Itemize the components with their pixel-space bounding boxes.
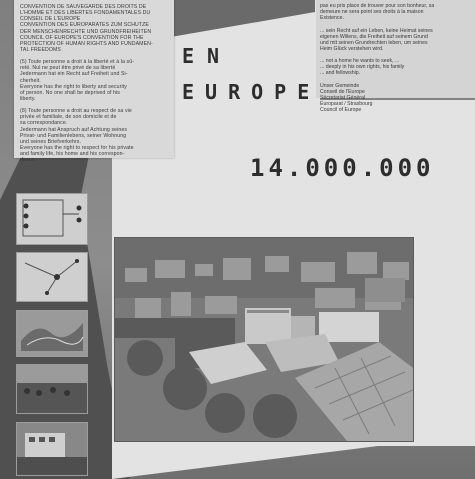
- headline-en: EN: [182, 44, 233, 68]
- convention-line: of person. No one shall be deprived of his: [20, 89, 120, 96]
- convention-line: liberty.: [20, 95, 36, 102]
- thumbnail-network-graphic: [17, 253, 87, 301]
- thumbnail-building-graphic: [17, 423, 87, 475]
- convention-line: DER MENSCHENRECHTE UND GRUNDFREIHEITEN: [20, 28, 152, 35]
- right-panel-line: ... and fellowship.: [320, 70, 361, 77]
- right-panel-line: ... deeply in his own rights, his family: [320, 64, 405, 71]
- convention-line: privée et familiale, de son domicile et de: [20, 114, 117, 121]
- thumbnail-map-graphic: [17, 311, 87, 356]
- right-panel-line: Heim Glück verstehen wird.: [320, 45, 384, 52]
- right-panel-line: ... not a home he wants to seek, ...: [320, 58, 400, 65]
- right-panel-line: Europarat / Strasbourg: [320, 101, 373, 107]
- convention-line: Everyone has the right to liberty and security: [20, 83, 127, 90]
- right-panel-line: ... sein Recht auf ein Leben, keine Heimat seines: [320, 27, 433, 34]
- right-panel-text: [320, 3, 434, 113]
- right-panel-line: Existence.: [320, 15, 344, 22]
- right-panel-line: und mit seinen Grundrechten leben, um seines: [320, 39, 428, 46]
- thumbnail-network: [16, 252, 88, 302]
- thumbnail-crowd: [16, 364, 88, 414]
- convention-line: CONVENTION DE SAUVEGARDE DES DROITS DE: [20, 4, 147, 10]
- aerial-city-graphic: [115, 238, 413, 441]
- convention-line: Everyone has the right to respect for his private: [20, 144, 134, 151]
- right-panel-line: pas eu pris place de trouver pour son bonheur, sa: [320, 3, 435, 9]
- thumbnail-building: [16, 422, 88, 476]
- right-panel-line: Conseil de l'Europe: [320, 88, 365, 95]
- headline-number: 14.000.000: [250, 154, 435, 182]
- right-panel-line: Sécretariat Général: [320, 94, 365, 101]
- thumbnail-map: [16, 310, 88, 357]
- convention-line: CONVENTION DES EUROPARATES ZUM SCHUTZE: [20, 22, 149, 29]
- convention-line: und seines Briefverkehrs.: [20, 138, 82, 145]
- convention-line: cherheit.: [20, 77, 41, 84]
- convention-line: L'HOMME ET DES LIBERTES FONDAMENTALES DU: [20, 10, 151, 17]
- convention-line: COUNCIL OF EUROPE'S CONVENTION FOR THE: [20, 34, 144, 41]
- right-panel-line: demeure ne sera point ses droits à la maison: [320, 9, 424, 16]
- thumbnail-diagram-graphic: [17, 194, 87, 244]
- convention-text: [20, 4, 153, 163]
- aerial-city-photo: [114, 237, 414, 442]
- convention-line: reté. Nul ne peut être privé de sa liberté: [20, 65, 116, 72]
- convention-line: Privat- und Familienlebens, seiner Wohnung: [20, 132, 127, 139]
- convention-line: PROTECTION OF HUMAN RIGHTS AND FUNDAMEN-: [20, 40, 153, 47]
- convention-line: Jedermann hat ein Recht auf Freiheit und Si-: [20, 71, 128, 78]
- thumbnail-diagram: [16, 193, 88, 245]
- headline-europe: EUROPE: [182, 80, 321, 104]
- convention-line: (5) Toute personne a droit à la liberté et à la sû-: [20, 59, 135, 66]
- convention-line: CONSEIL DE L'EUROPE: [20, 16, 81, 23]
- thumbnail-crowd-graphic: [17, 365, 87, 413]
- right-text-panel: [316, 0, 475, 114]
- right-panel-line: Council of Europe: [320, 107, 362, 114]
- right-panel-line: eigenen Willens, die Freiheit auf seinem Grund: [320, 33, 428, 40]
- convention-text-panel: [14, 0, 174, 164]
- convention-line: Jedermann hat Anspruch auf Achtung seines: [20, 126, 128, 133]
- convention-line: sa correspondance.: [20, 120, 68, 127]
- convention-line: and family life, his home and his correspon-: [20, 151, 125, 157]
- convention-line: (8) Toute personne a droit au respect de sa vie: [20, 108, 132, 115]
- convention-line: dence.: [20, 157, 37, 164]
- right-panel-line: Unser Gemeinde: [320, 82, 360, 89]
- convention-line: TAL FREEDOMS: [20, 46, 61, 53]
